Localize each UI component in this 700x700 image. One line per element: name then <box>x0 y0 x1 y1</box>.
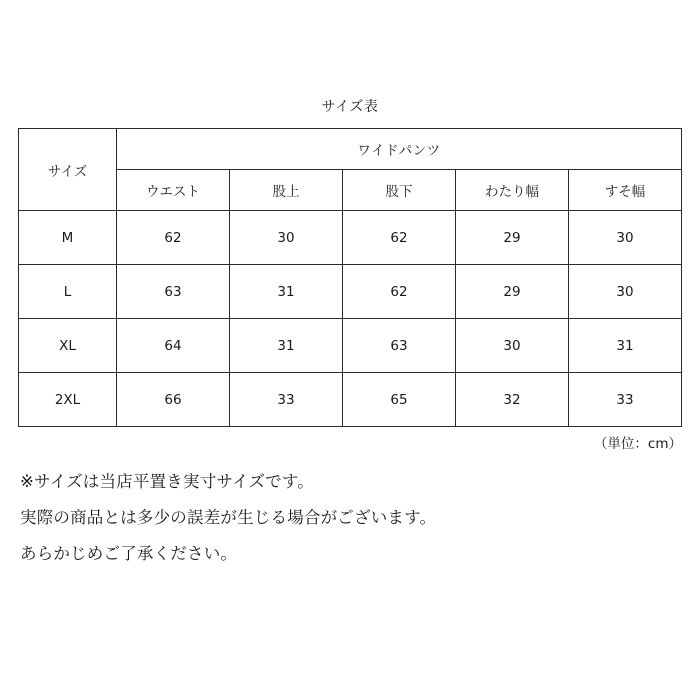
cell-thigh: 29 <box>456 211 569 265</box>
table-header-row-measures <box>19 170 682 211</box>
cell-waist: 62 <box>117 211 230 265</box>
cell-waist: 64 <box>117 319 230 373</box>
cell-hem: 30 <box>569 265 682 319</box>
header-size: サイズ <box>19 129 117 211</box>
note-line-1: ※サイズは当店平置き実寸サイズです。 <box>20 472 314 491</box>
cell-inseam: 62 <box>343 265 456 319</box>
table-row <box>19 211 682 265</box>
size-table-container <box>18 128 682 427</box>
cell-hem: 31 <box>569 319 682 373</box>
header-measure-rise: 股上 <box>230 170 343 211</box>
cell-inseam: 63 <box>343 319 456 373</box>
row-size-label: M <box>19 211 117 265</box>
cell-rise: 31 <box>230 319 343 373</box>
table-header-row-group <box>19 129 682 170</box>
note-line-3: あらかじめご了承ください。 <box>20 543 238 563</box>
cell-waist: 63 <box>117 265 230 319</box>
header-measure-inseam: 股下 <box>343 170 456 211</box>
note-line-2: 実際の商品とは多少の誤差が生じる場合がございます。 <box>20 507 437 527</box>
table-row <box>19 319 682 373</box>
unit-note: （単位：cm） <box>593 436 682 452</box>
header-product-group: ワイドパンツ <box>117 129 682 170</box>
cell-hem: 33 <box>569 373 682 427</box>
cell-rise: 33 <box>230 373 343 427</box>
cell-thigh: 29 <box>456 265 569 319</box>
row-size-label: 2XL <box>19 373 117 427</box>
notes-block <box>20 470 680 578</box>
cell-inseam: 65 <box>343 373 456 427</box>
cell-waist: 66 <box>117 373 230 427</box>
cell-thigh: 32 <box>456 373 569 427</box>
row-size-label: L <box>19 265 117 319</box>
cell-inseam: 62 <box>343 211 456 265</box>
table-row <box>19 373 682 427</box>
cell-thigh: 30 <box>456 319 569 373</box>
page-title: サイズ表 <box>321 99 379 115</box>
size-table <box>18 128 682 427</box>
header-measure-thigh: わたり幅 <box>456 170 569 211</box>
cell-hem: 30 <box>569 211 682 265</box>
cell-rise: 31 <box>230 265 343 319</box>
cell-rise: 30 <box>230 211 343 265</box>
table-row <box>19 265 682 319</box>
header-measure-hem: すそ幅 <box>569 170 682 211</box>
header-measure-waist: ウエスト <box>117 170 230 211</box>
row-size-label: XL <box>19 319 117 373</box>
